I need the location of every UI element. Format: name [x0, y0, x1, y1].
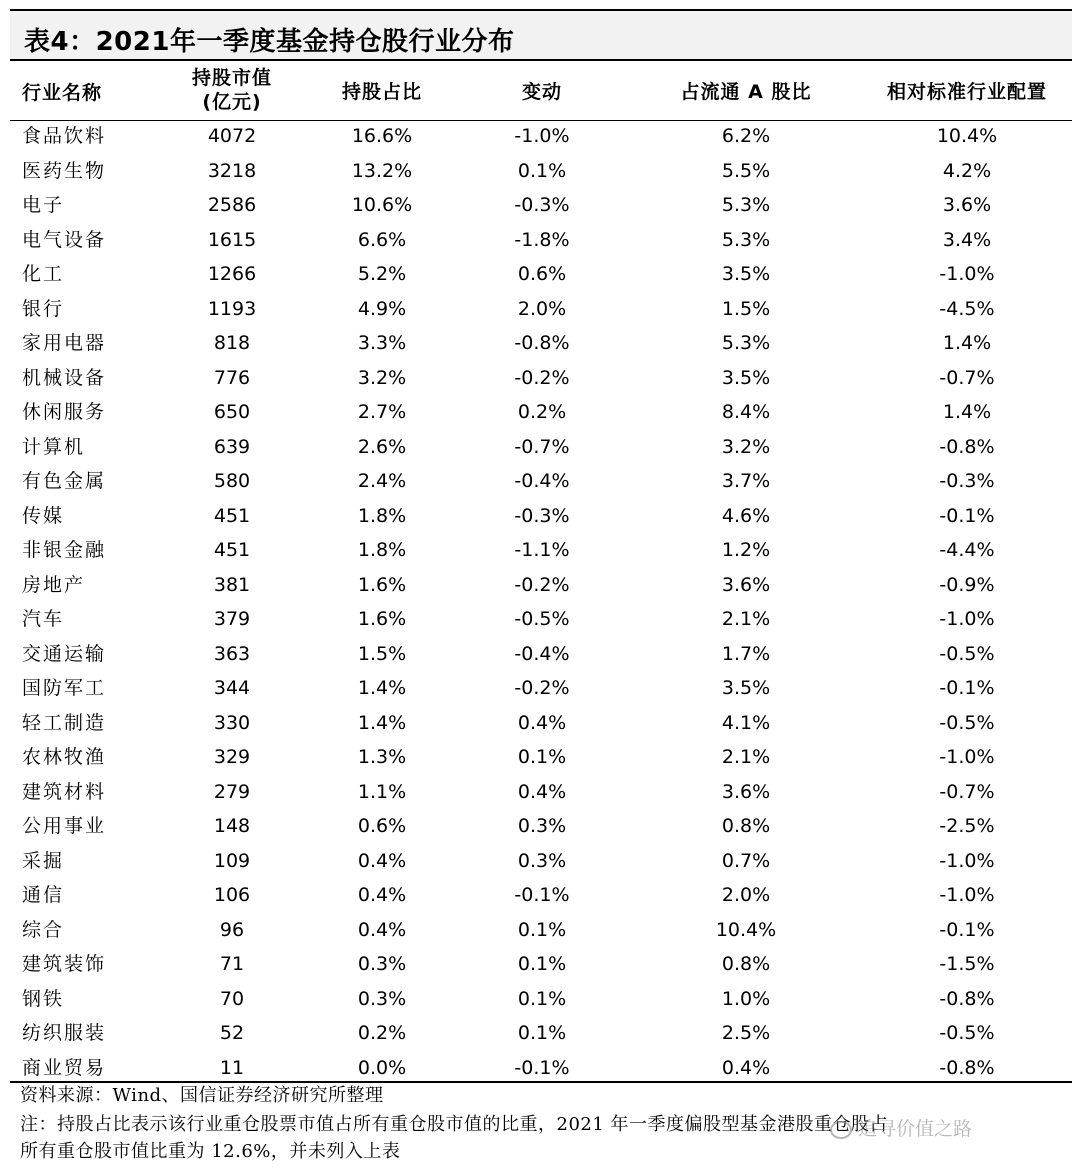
float-ratio-cell: 0.8% — [721, 815, 771, 837]
relative-allocation-cell: -2.5% — [939, 815, 995, 837]
float-ratio-cell: 5.3% — [721, 332, 771, 354]
change-cell: -0.5% — [514, 608, 570, 630]
industry-cell: 商业贸易 — [22, 1056, 107, 1079]
table-row — [10, 982, 1072, 1017]
market-value-cell: 818 — [213, 332, 251, 354]
table-row — [10, 119, 1072, 154]
share-cell: 16.6% — [351, 125, 413, 147]
relative-allocation-cell: 4.2% — [942, 159, 992, 182]
float-ratio-cell: 1.0% — [721, 987, 771, 1010]
float-ratio-cell: 3.5% — [721, 366, 771, 389]
header-market-value-line1: 持股市值 — [191, 67, 272, 89]
share-cell: 2.6% — [357, 435, 407, 458]
footnote-line1: 注：持股占比表示该行业重仓股票市值占所有重仓股市值的比重，2021 年一季度偏股型基金港股重仓股占 — [20, 1114, 889, 1135]
share-cell: 1.1% — [357, 780, 407, 803]
market-value-cell: 11 — [219, 1056, 245, 1079]
change-cell: 0.1% — [517, 987, 567, 1010]
table-bottom-rule — [10, 1081, 1072, 1083]
relative-allocation-cell: -1.0% — [939, 608, 995, 630]
market-value-cell: 1615 — [207, 228, 257, 251]
industry-cell: 医药生物 — [22, 159, 107, 182]
market-value-cell: 363 — [213, 642, 251, 665]
change-cell: -0.7% — [514, 435, 570, 458]
header-market-value-line2: (亿元) — [202, 91, 262, 113]
table-row — [10, 947, 1072, 982]
change-cell: 0.1% — [517, 953, 567, 975]
share-cell: 1.6% — [357, 608, 407, 630]
change-cell: -0.4% — [514, 470, 570, 492]
float-ratio-cell: 1.2% — [721, 539, 771, 561]
share-cell: 13.2% — [351, 159, 413, 182]
change-cell: -0.1% — [514, 1056, 570, 1079]
share-cell: 1.3% — [357, 746, 407, 768]
float-ratio-cell: 2.1% — [721, 608, 771, 630]
share-cell: 3.3% — [357, 332, 407, 354]
share-cell: 2.4% — [357, 470, 407, 492]
share-cell: 0.0% — [357, 1056, 407, 1079]
change-cell: 0.2% — [517, 401, 567, 423]
industry-cell: 电气设备 — [22, 228, 107, 251]
table-header — [10, 66, 1072, 121]
industry-cell: 食品饮料 — [22, 125, 107, 147]
float-ratio-cell: 3.6% — [721, 573, 771, 596]
share-cell: 6.6% — [357, 228, 407, 251]
change-cell: -0.2% — [514, 573, 570, 596]
table-row — [10, 671, 1072, 706]
change-cell: 0.3% — [517, 849, 567, 872]
table-row — [10, 292, 1072, 327]
share-cell: 4.9% — [357, 297, 407, 320]
market-value-cell: 148 — [213, 815, 251, 837]
float-ratio-cell: 5.5% — [721, 159, 771, 182]
float-ratio-cell: 5.3% — [721, 194, 771, 216]
table-row — [10, 1051, 1072, 1086]
relative-allocation-cell: 3.6% — [942, 194, 992, 216]
relative-allocation-cell: -1.0% — [939, 884, 995, 906]
market-value-cell: 639 — [213, 435, 251, 458]
relative-allocation-cell: 3.4% — [942, 228, 992, 251]
table-row — [10, 809, 1072, 844]
market-value-cell: 52 — [219, 1022, 245, 1044]
relative-allocation-cell: -0.1% — [939, 677, 995, 699]
share-cell: 0.4% — [357, 884, 407, 906]
table-body — [10, 119, 1072, 1085]
industry-cell: 通信 — [22, 884, 65, 906]
market-value-cell: 344 — [213, 677, 251, 699]
change-cell: 2.0% — [517, 297, 567, 320]
change-cell: -0.8% — [514, 332, 570, 354]
industry-cell: 非银金融 — [22, 539, 107, 561]
relative-allocation-cell: -0.5% — [939, 711, 995, 734]
header-relative-allocation: 相对标准行业配置 — [886, 81, 1047, 103]
header-change: 变动 — [521, 81, 562, 103]
industry-cell: 有色金属 — [22, 470, 107, 492]
industry-cell: 建筑材料 — [22, 780, 107, 803]
change-cell: 0.3% — [517, 815, 567, 837]
market-value-cell: 109 — [213, 849, 251, 872]
relative-allocation-cell: 1.4% — [942, 401, 992, 423]
float-ratio-cell: 6.2% — [721, 125, 771, 147]
change-cell: -0.4% — [514, 642, 570, 665]
market-value-cell: 650 — [213, 401, 251, 423]
float-ratio-cell: 0.7% — [721, 849, 771, 872]
float-ratio-cell: 4.6% — [721, 504, 771, 527]
industry-cell: 公用事业 — [22, 815, 107, 837]
industry-cell: 休闲服务 — [22, 401, 107, 423]
industry-cell: 化工 — [22, 263, 65, 285]
relative-allocation-cell: 1.4% — [942, 332, 992, 354]
change-cell: -0.2% — [514, 677, 570, 699]
change-cell: 0.1% — [517, 746, 567, 768]
table-row — [10, 188, 1072, 223]
table-title: 表4：2021年一季度基金持仓股行业分布 — [24, 27, 515, 57]
relative-allocation-cell: -4.5% — [939, 297, 995, 320]
share-cell: 1.8% — [357, 504, 407, 527]
table-row — [10, 568, 1072, 603]
change-cell: -0.3% — [514, 504, 570, 527]
table-row — [10, 844, 1072, 879]
table-row — [10, 257, 1072, 292]
change-cell: -1.8% — [514, 228, 570, 251]
industry-cell: 农林牧渔 — [22, 746, 107, 768]
float-ratio-cell: 2.0% — [721, 884, 771, 906]
float-ratio-cell: 1.5% — [721, 297, 771, 320]
market-value-cell: 2586 — [207, 194, 257, 216]
market-value-cell: 381 — [213, 573, 251, 596]
share-cell: 10.6% — [351, 194, 413, 216]
industry-cell: 国防军工 — [22, 677, 107, 699]
change-cell: -0.1% — [514, 884, 570, 906]
relative-allocation-cell: -0.8% — [939, 1056, 995, 1079]
industry-cell: 机械设备 — [22, 366, 107, 389]
share-cell: 1.5% — [357, 642, 407, 665]
relative-allocation-cell: -0.7% — [939, 366, 995, 389]
relative-allocation-cell: -0.1% — [939, 504, 995, 527]
float-ratio-cell: 4.1% — [721, 711, 771, 734]
source-note: 资料来源：Wind、国信证券经济研究所整理 — [20, 1085, 384, 1106]
relative-allocation-cell: -0.8% — [939, 987, 995, 1010]
table-row — [10, 775, 1072, 810]
market-value-cell: 1193 — [207, 297, 257, 320]
table-row — [10, 361, 1072, 396]
table-row — [10, 395, 1072, 430]
table-row — [10, 326, 1072, 361]
table-row — [10, 464, 1072, 499]
share-cell: 0.3% — [357, 987, 407, 1010]
share-cell: 1.4% — [357, 711, 407, 734]
table-row — [10, 223, 1072, 258]
change-cell: -0.2% — [514, 366, 570, 389]
float-ratio-cell: 10.4% — [715, 918, 777, 941]
relative-allocation-cell: -0.7% — [939, 780, 995, 803]
market-value-cell: 330 — [213, 711, 251, 734]
share-cell: 1.8% — [357, 539, 407, 561]
header-market-value — [172, 66, 292, 114]
float-ratio-cell: 0.4% — [721, 1056, 771, 1079]
float-ratio-cell: 3.5% — [721, 677, 771, 699]
industry-cell: 轻工制造 — [22, 711, 107, 734]
share-cell: 0.3% — [357, 953, 407, 975]
title-bar — [10, 9, 1072, 61]
table-row — [10, 740, 1072, 775]
table-row — [10, 913, 1072, 948]
change-cell: -1.0% — [514, 125, 570, 147]
relative-allocation-cell: -1.0% — [939, 263, 995, 285]
change-cell: -0.3% — [514, 194, 570, 216]
market-value-cell: 580 — [213, 470, 251, 492]
market-value-cell: 1266 — [207, 263, 257, 285]
industry-cell: 家用电器 — [22, 332, 107, 354]
share-cell: 0.2% — [357, 1022, 407, 1044]
relative-allocation-cell: -1.0% — [939, 746, 995, 768]
table-row — [10, 154, 1072, 189]
share-cell: 0.4% — [357, 849, 407, 872]
industry-cell: 电子 — [22, 194, 65, 216]
table-row — [10, 430, 1072, 465]
market-value-cell: 379 — [213, 608, 251, 630]
header-float-ratio: 占流通 A 股比 — [680, 81, 812, 103]
market-value-cell: 451 — [213, 539, 251, 561]
change-cell: 0.6% — [517, 263, 567, 285]
float-ratio-cell: 3.6% — [721, 780, 771, 803]
watermark — [830, 1114, 972, 1141]
market-value-cell: 776 — [213, 366, 251, 389]
relative-allocation-cell: -0.5% — [939, 1022, 995, 1044]
industry-cell: 传媒 — [22, 504, 65, 527]
float-ratio-cell: 3.5% — [721, 263, 771, 285]
float-ratio-cell: 8.4% — [721, 401, 771, 423]
change-cell: 0.4% — [517, 711, 567, 734]
market-value-cell: 70 — [219, 987, 245, 1010]
float-ratio-cell: 5.3% — [721, 228, 771, 251]
table-row — [10, 602, 1072, 637]
float-ratio-cell: 0.8% — [721, 953, 771, 975]
float-ratio-cell: 1.7% — [721, 642, 771, 665]
share-cell: 3.2% — [357, 366, 407, 389]
relative-allocation-cell: -1.5% — [939, 953, 995, 975]
industry-cell: 房地产 — [22, 573, 86, 596]
market-value-cell: 3218 — [207, 159, 257, 182]
float-ratio-cell: 2.5% — [721, 1022, 771, 1044]
float-ratio-cell: 3.7% — [721, 470, 771, 492]
change-cell: 0.1% — [517, 159, 567, 182]
industry-cell: 汽车 — [22, 608, 65, 630]
industry-cell: 计算机 — [22, 435, 86, 458]
header-share: 持股占比 — [341, 81, 422, 103]
relative-allocation-cell: -1.0% — [939, 849, 995, 872]
industry-cell: 交通运输 — [22, 642, 107, 665]
float-ratio-cell: 2.1% — [721, 746, 771, 768]
relative-allocation-cell: -0.3% — [939, 470, 995, 492]
change-cell: 0.1% — [517, 918, 567, 941]
industry-cell: 采掘 — [22, 849, 65, 872]
footnote-line2: 所有重仓股市值比重为 12.6%，并未列入上表 — [20, 1141, 401, 1162]
table-row — [10, 878, 1072, 913]
watermark-text: 追寻价值之路 — [858, 1118, 973, 1140]
change-cell: -1.1% — [514, 539, 570, 561]
share-cell: 2.7% — [357, 401, 407, 423]
industry-cell: 钢铁 — [22, 987, 65, 1010]
table-row — [10, 706, 1072, 741]
header-industry: 行业名称 — [22, 82, 103, 104]
market-value-cell: 279 — [213, 780, 251, 803]
table-row — [10, 1016, 1072, 1051]
market-value-cell: 71 — [219, 953, 245, 975]
market-value-cell: 451 — [213, 504, 251, 527]
industry-cell: 建筑装饰 — [22, 953, 107, 975]
industry-cell: 银行 — [22, 297, 65, 320]
industry-cell: 综合 — [22, 918, 65, 941]
market-value-cell: 96 — [219, 918, 245, 941]
float-ratio-cell: 3.2% — [721, 435, 771, 458]
relative-allocation-cell: -0.8% — [939, 435, 995, 458]
relative-allocation-cell: -0.9% — [939, 573, 995, 596]
relative-allocation-cell: -0.1% — [939, 918, 995, 941]
relative-allocation-cell: -4.4% — [939, 539, 995, 561]
share-cell: 0.4% — [357, 918, 407, 941]
market-value-cell: 4072 — [207, 125, 257, 147]
table-row — [10, 533, 1072, 568]
change-cell: 0.1% — [517, 1022, 567, 1044]
change-cell: 0.4% — [517, 780, 567, 803]
relative-allocation-cell: -0.5% — [939, 642, 995, 665]
share-cell: 5.2% — [357, 263, 407, 285]
market-value-cell: 106 — [213, 884, 251, 906]
relative-allocation-cell: 10.4% — [936, 125, 998, 147]
table-row — [10, 637, 1072, 672]
share-cell: 0.6% — [357, 815, 407, 837]
wechat-icon — [830, 1121, 852, 1139]
share-cell: 1.4% — [357, 677, 407, 699]
market-value-cell: 329 — [213, 746, 251, 768]
industry-cell: 纺织服装 — [22, 1022, 107, 1044]
share-cell: 1.6% — [357, 573, 407, 596]
table-row — [10, 499, 1072, 534]
